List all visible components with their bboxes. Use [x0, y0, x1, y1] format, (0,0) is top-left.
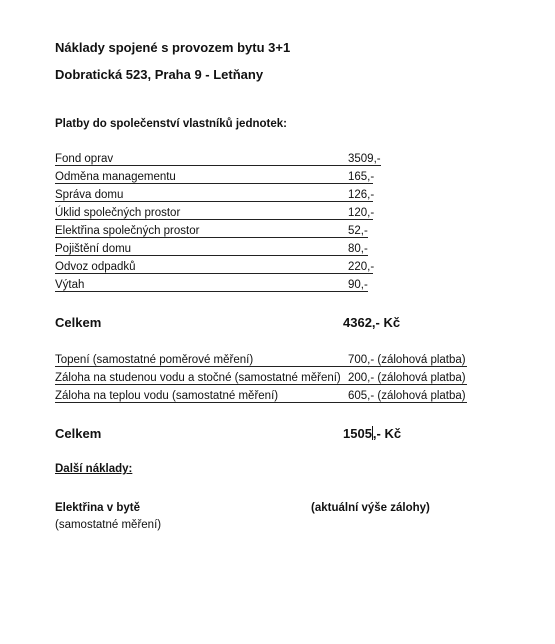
underline-rule	[55, 291, 368, 292]
underline-rule	[55, 237, 368, 238]
underline-rule	[55, 165, 381, 166]
item-label: Topení (samostatné poměrové měření)	[55, 354, 254, 366]
total-label: Celkem	[55, 426, 102, 441]
document-title: Náklady spojené s provozem bytu 3+1	[55, 40, 291, 55]
item-label: Záloha na teplou vodu (samostatné měření)	[55, 390, 279, 402]
underline-rule	[55, 384, 467, 385]
association-total	[55, 314, 401, 332]
apartment-electricity-label: Elektřina v bytě	[55, 502, 141, 514]
item-label: Odvoz odpadků	[55, 261, 136, 273]
document-address: Dobratická 523, Praha 9 - Letňany	[55, 67, 264, 82]
total-amount	[343, 425, 401, 443]
underline-rule	[55, 402, 467, 403]
item-label: Záloha na studenou vodu a stočné (samostatné měření)	[55, 372, 341, 384]
item-amount: 126,-	[348, 189, 375, 201]
total-amount-suffix: ,- Kč	[372, 426, 402, 441]
underline-rule	[55, 183, 373, 184]
item-label: Elektřina společných prostor	[55, 225, 200, 237]
item-amount: 3509,-	[348, 153, 381, 165]
item-amount: 220,-	[348, 261, 375, 273]
item-label: Správa domu	[55, 189, 124, 201]
item-amount: 80,-	[348, 243, 368, 255]
underline-rule	[55, 366, 467, 367]
item-amount: 52,-	[348, 225, 368, 237]
item-label: Fond oprav	[55, 153, 114, 165]
item-amount: 165,-	[348, 171, 375, 183]
item-label: Výtah	[55, 279, 85, 291]
underline-rule	[55, 255, 368, 256]
item-amount: 120,-	[348, 207, 375, 219]
item-amount: 90,-	[348, 279, 368, 291]
total-amount: 4362,- Kč	[343, 315, 401, 330]
underline-rule	[55, 201, 373, 202]
other-costs-title: Další náklady:	[55, 463, 133, 475]
item-amount: 605,- (zálohová platba)	[348, 390, 466, 402]
apartment-electricity-note: (aktuální výše zálohy)	[311, 502, 430, 514]
total-amount-value: 1505	[343, 426, 372, 441]
utilities-total	[55, 425, 402, 443]
underline-rule	[55, 273, 373, 274]
item-label: Pojištění domu	[55, 243, 132, 255]
item-amount: 700,- (zálohová platba)	[348, 354, 466, 366]
item-amount: 200,- (zálohová platba)	[348, 372, 466, 384]
total-label: Celkem	[55, 315, 102, 330]
item-label: Úklid společných prostor	[55, 207, 181, 219]
underline-rule	[55, 219, 373, 220]
item-label: Odměna managementu	[55, 171, 176, 183]
apartment-electricity-subnote: (samostatné měření)	[55, 519, 162, 531]
association-section-title: Platby do společenství vlastníků jednotek:	[55, 118, 287, 130]
